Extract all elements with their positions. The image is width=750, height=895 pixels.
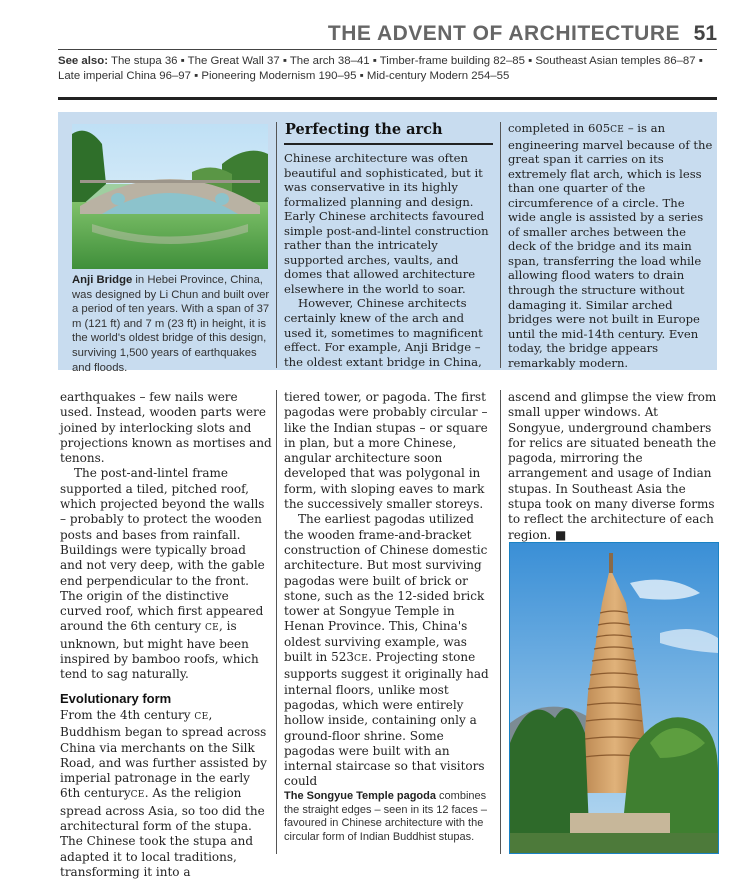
body-paragraph: earthquakes – few nails were used. Instead, wooden parts were joined by interlocking slots and projections known as mortises and tenons. [60, 390, 272, 466]
subheading: Evolutionary form [60, 690, 172, 706]
see-also-text: The stupa 36 ▪ The Great Wall 37 ▪ The arch 38–41 ▪ Timber-frame building 82–85 ▪ Southeast Asian temples 86–87 ▪ Late imperial China 96–97 ▪ Pioneering Modernism 190–95 ▪ Mid-century Modern 254–55 [58, 55, 703, 82]
text-run: completed in 605 [508, 121, 611, 135]
body-column-1 [60, 390, 272, 880]
feature-heading-rule [284, 143, 493, 145]
text-run: . Projecting stone supports suggest it originally had internal floors, unlike most pagodas, which were entirely hollow inside, containing only a ground-floor shrine. Some pagodas were built with an internal staircase so that visitors could [284, 650, 489, 789]
page-number: 51 [693, 22, 717, 45]
text-run: . As the religion spread across Asia, so too did the architectural form of the stupa. The Chinese took the stupa and adapted it to local traditions, transforming it into a [60, 786, 265, 879]
body-paragraph [284, 512, 494, 789]
bridge-illustration [72, 124, 268, 269]
see-also [58, 54, 708, 83]
feature-column-2 [508, 121, 713, 370]
text-run: From the 4th century [60, 707, 191, 722]
text-run: The post-and-lintel frame supported a tiled, pitched roof, which projected beyond the walls – probably to protect the wooden posts and bases from rainfall. Buildings were typically broad and not very deep, with the gable end perpendicular to the front. The origin of the distinctive curved roof, which first appeared around the 6th century [60, 466, 265, 634]
era-abbrev: CE [204, 623, 220, 634]
body-column-3 [508, 390, 718, 543]
era-abbrev: CE [130, 790, 145, 801]
anji-bridge-image [72, 124, 268, 269]
body-column-2 [284, 390, 494, 790]
era-abbrev: CE [354, 654, 369, 665]
text-run: , Buddhism began to spread across China via merchants on the Silk Road, and was further assisted by imperial patronage in the early 6th century [60, 707, 267, 801]
feature-heading: Perfecting the arch [285, 121, 443, 138]
bridge-caption [72, 273, 272, 375]
text-run: – is an engineering marvel because of the great span it carries on its extremely flat arch, which is less than one quarter of the circumference of a circle. The wide angle is assisted by a series of smaller arches between the deck of the bridge and its main span, transferring the load while allowing flood waters to drain through the structure without damaging it. Similar arched bridges were not built in Europe until the mid-14th century. Even today, the bridge appears remarkably modern. [508, 121, 713, 370]
text-run: , is unknown, but might have been inspired by bamboo roofs, which tend to sag naturally. [60, 619, 259, 682]
body-paragraph: ascend and glimpse the view from small upper windows. At Songyue, underground chambers for relics are situated beneath the pagoda, mirroring the arrangement and usage of Indian stupas. In Southeast Asia the stupa took on many diverse forms to reflect the architecture of each region. ■ [508, 390, 717, 542]
header-rule [58, 49, 717, 50]
feature-column-1 [284, 151, 494, 369]
column-divider [276, 122, 277, 368]
era-abbrev: CE [610, 125, 625, 135]
column-divider [276, 390, 277, 854]
pagoda-caption [284, 790, 489, 844]
era-abbrev: CE [194, 711, 209, 722]
text-run: The earliest pagodas utilized the wooden frame-and-bracket construction of Chinese domestic architecture. But most surviving pagodas were built of brick or stone, such as the 12-sided brick tower at Songyue Temple in Henan Province. This, China's oldest surviving example, was built in 523 [284, 512, 488, 665]
feature-paragraph [508, 121, 713, 370]
column-divider [500, 390, 501, 854]
section-rule [58, 97, 717, 100]
chapter-title: THE ADVENT OF ARCHITECTURE [327, 22, 680, 45]
body-paragraph [60, 708, 272, 880]
bridge-caption-text: in Hebei Province, China, was designed by Li Chun and built over a period of ten years. With a span of 37 m (121 ft) and 7 m (23 ft) in height, it is the world's oldest bridge of this design, surviving 1,500 years of earthquakes and floods. [72, 274, 270, 374]
songyue-pagoda-image [509, 542, 719, 854]
pagoda-caption-title: The Songyue Temple pagoda [284, 790, 436, 802]
body-paragraph: tiered tower, or pagoda. The first pagodas were probably circular – like the Indian stupas – or square in plan, but a more Chinese, angular architecture soon developed that was polygonal in form, with sloping eaves to mark the successively smaller storeys. [284, 390, 488, 512]
body-paragraph [60, 466, 272, 682]
column-divider [500, 122, 501, 368]
bridge-caption-title: Anji Bridge [72, 274, 133, 286]
pagoda-illustration [510, 543, 718, 853]
feature-paragraph: However, Chinese architects certainly knew of the arch and used it, sometimes to magnificent effect. For example, Anji Bridge – the oldest extant bridge in China, [284, 296, 483, 369]
see-also-label: See also: [58, 55, 109, 67]
pagoda-caption-text: combines the straight edges – seen in its 12 faces – favoured in Chinese architecture with the circular form of Indian Buddhist stupas. [284, 790, 488, 843]
feature-paragraph: Chinese architecture was often beautiful and sophisticated, but it was conservative in its highly formalized planning and design. Early Chinese architects favoured simple post-and-lintel construction rather than the intricately supported arches, vaults, and domes that allowed architecture elsewhere in the world to soar. [284, 151, 489, 296]
